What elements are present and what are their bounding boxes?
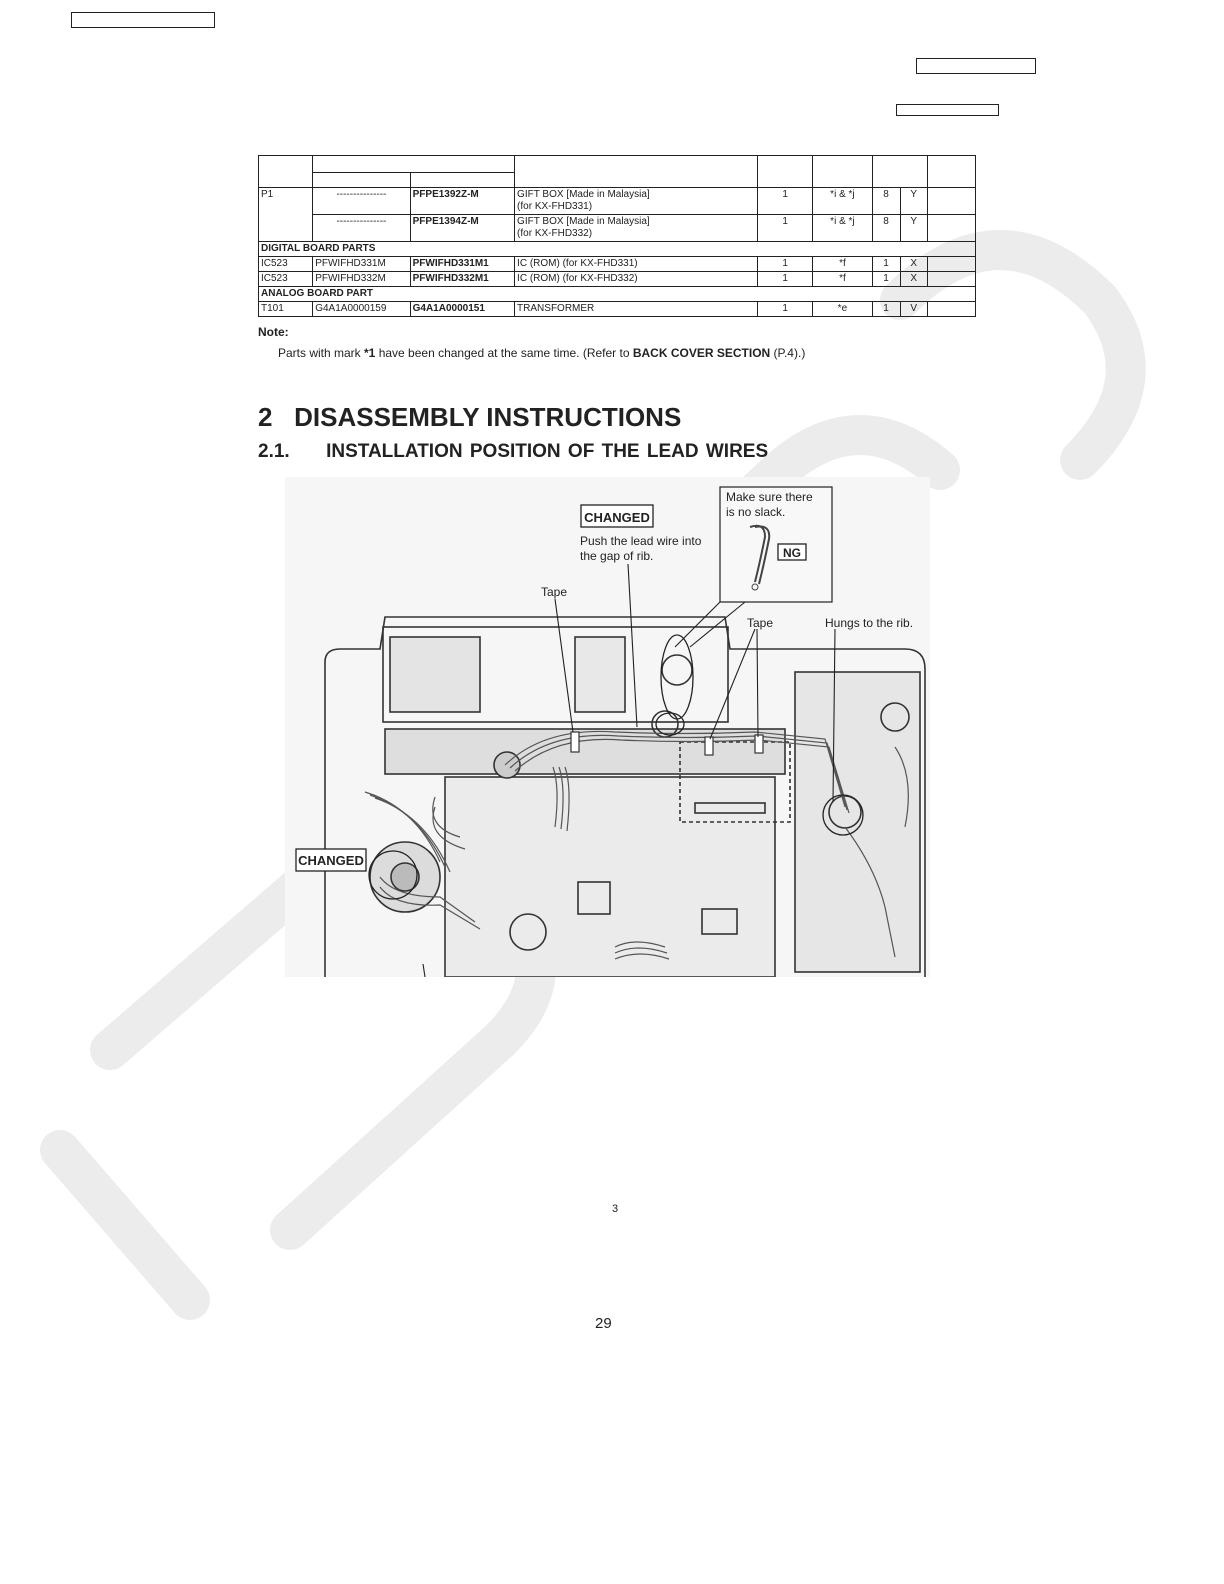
ref-cell: IC523 [259, 257, 313, 272]
table-row [259, 188, 976, 215]
note-label: Note: [258, 325, 289, 339]
qty-cell: 1 [758, 257, 813, 272]
old-part-cell: G4A1A0000159 [313, 302, 410, 317]
rank-cell: Y [900, 188, 927, 215]
table-row [259, 302, 976, 317]
subsection-heading: 2.1. INSTALLATION POSITION OF THE LEAD WIRES [258, 441, 769, 462]
code-cell: 8 [872, 215, 900, 242]
table-header-row [259, 156, 976, 173]
old-part-cell: --------------- [313, 188, 410, 215]
mark-cell: *i & *j [813, 188, 872, 215]
code-cell: 1 [872, 302, 900, 317]
ref-cell: IC523 [259, 272, 313, 287]
qty-cell: 1 [758, 302, 813, 317]
code-cell: 1 [872, 272, 900, 287]
description-cell: IC (ROM) (for KX-FHD332) [515, 272, 758, 287]
mark-cell: *f [813, 272, 872, 287]
tape-label-right: Tape [747, 616, 774, 630]
section-heading: 2 DISASSEMBLY INSTRUCTIONS [258, 402, 682, 432]
push-label-line1: Push the lead wire into [580, 534, 702, 548]
hungs-label: Hungs to the rib. [825, 616, 914, 630]
table-row [259, 215, 976, 242]
new-part-cell: PFWIFHD331M1 [410, 257, 514, 272]
slack-label-line1: Make sure there [726, 490, 813, 504]
mark-cell: *i & *j [813, 215, 872, 242]
rank-cell: Y [900, 215, 927, 242]
qty-cell: 1 [758, 188, 813, 215]
description-cell: GIFT BOX [Made in Malaysia] (for KX-FHD332) [515, 215, 758, 242]
new-part-cell: PFPE1394Z-M [410, 215, 514, 242]
mark-cell: *e [813, 302, 872, 317]
header-box-right [916, 58, 1036, 74]
changed-label-top: CHANGED [584, 510, 650, 525]
table-row [259, 272, 976, 287]
qty-cell: 1 [758, 272, 813, 287]
description-cell: GIFT BOX [Made in Malaysia] (for KX-FHD331) [515, 188, 758, 215]
header-box-left [71, 12, 215, 28]
parts-change-table [258, 155, 976, 317]
mark-cell: *f [813, 257, 872, 272]
tape-label-left: Tape [541, 585, 568, 599]
old-part-cell: PFWIFHD331M [313, 257, 410, 272]
description-cell: TRANSFORMER [515, 302, 758, 317]
new-part-cell: PFWIFHD332M1 [410, 272, 514, 287]
section-row-digital: DIGITAL BOARD PARTS [259, 242, 976, 257]
ng-label: NG [783, 546, 801, 560]
page-number: 29 [595, 1315, 612, 1332]
rank-cell: X [900, 272, 927, 287]
old-part-cell: PFWIFHD332M [313, 272, 410, 287]
note-text: Parts with mark *1 have been changed at the same time. (Refer to BACK COVER SECTION (P.4).) [278, 346, 806, 360]
changed-label-left: CHANGED [298, 853, 364, 868]
code-cell: 8 [872, 188, 900, 215]
ref-cell: P1 [259, 188, 313, 242]
old-part-cell: --------------- [313, 215, 410, 242]
lead-wire-diagram [285, 477, 930, 977]
description-cell: IC (ROM) (for KX-FHD331) [515, 257, 758, 272]
qty-cell: 1 [758, 215, 813, 242]
push-label-line2: the gap of rib. [580, 549, 654, 563]
rank-cell: X [900, 257, 927, 272]
page-number-small: 3 [612, 1203, 619, 1215]
new-part-cell: G4A1A0000151 [410, 302, 514, 317]
section-row-analog: ANALOG BOARD PART [259, 287, 976, 302]
new-part-cell: PFPE1392Z-M [410, 188, 514, 215]
ref-cell: T101 [259, 302, 313, 317]
code-cell: 1 [872, 257, 900, 272]
table-row [259, 257, 976, 272]
header-box-mid [896, 104, 999, 116]
slack-label-line2: is no slack. [726, 505, 786, 519]
rank-cell: V [900, 302, 927, 317]
